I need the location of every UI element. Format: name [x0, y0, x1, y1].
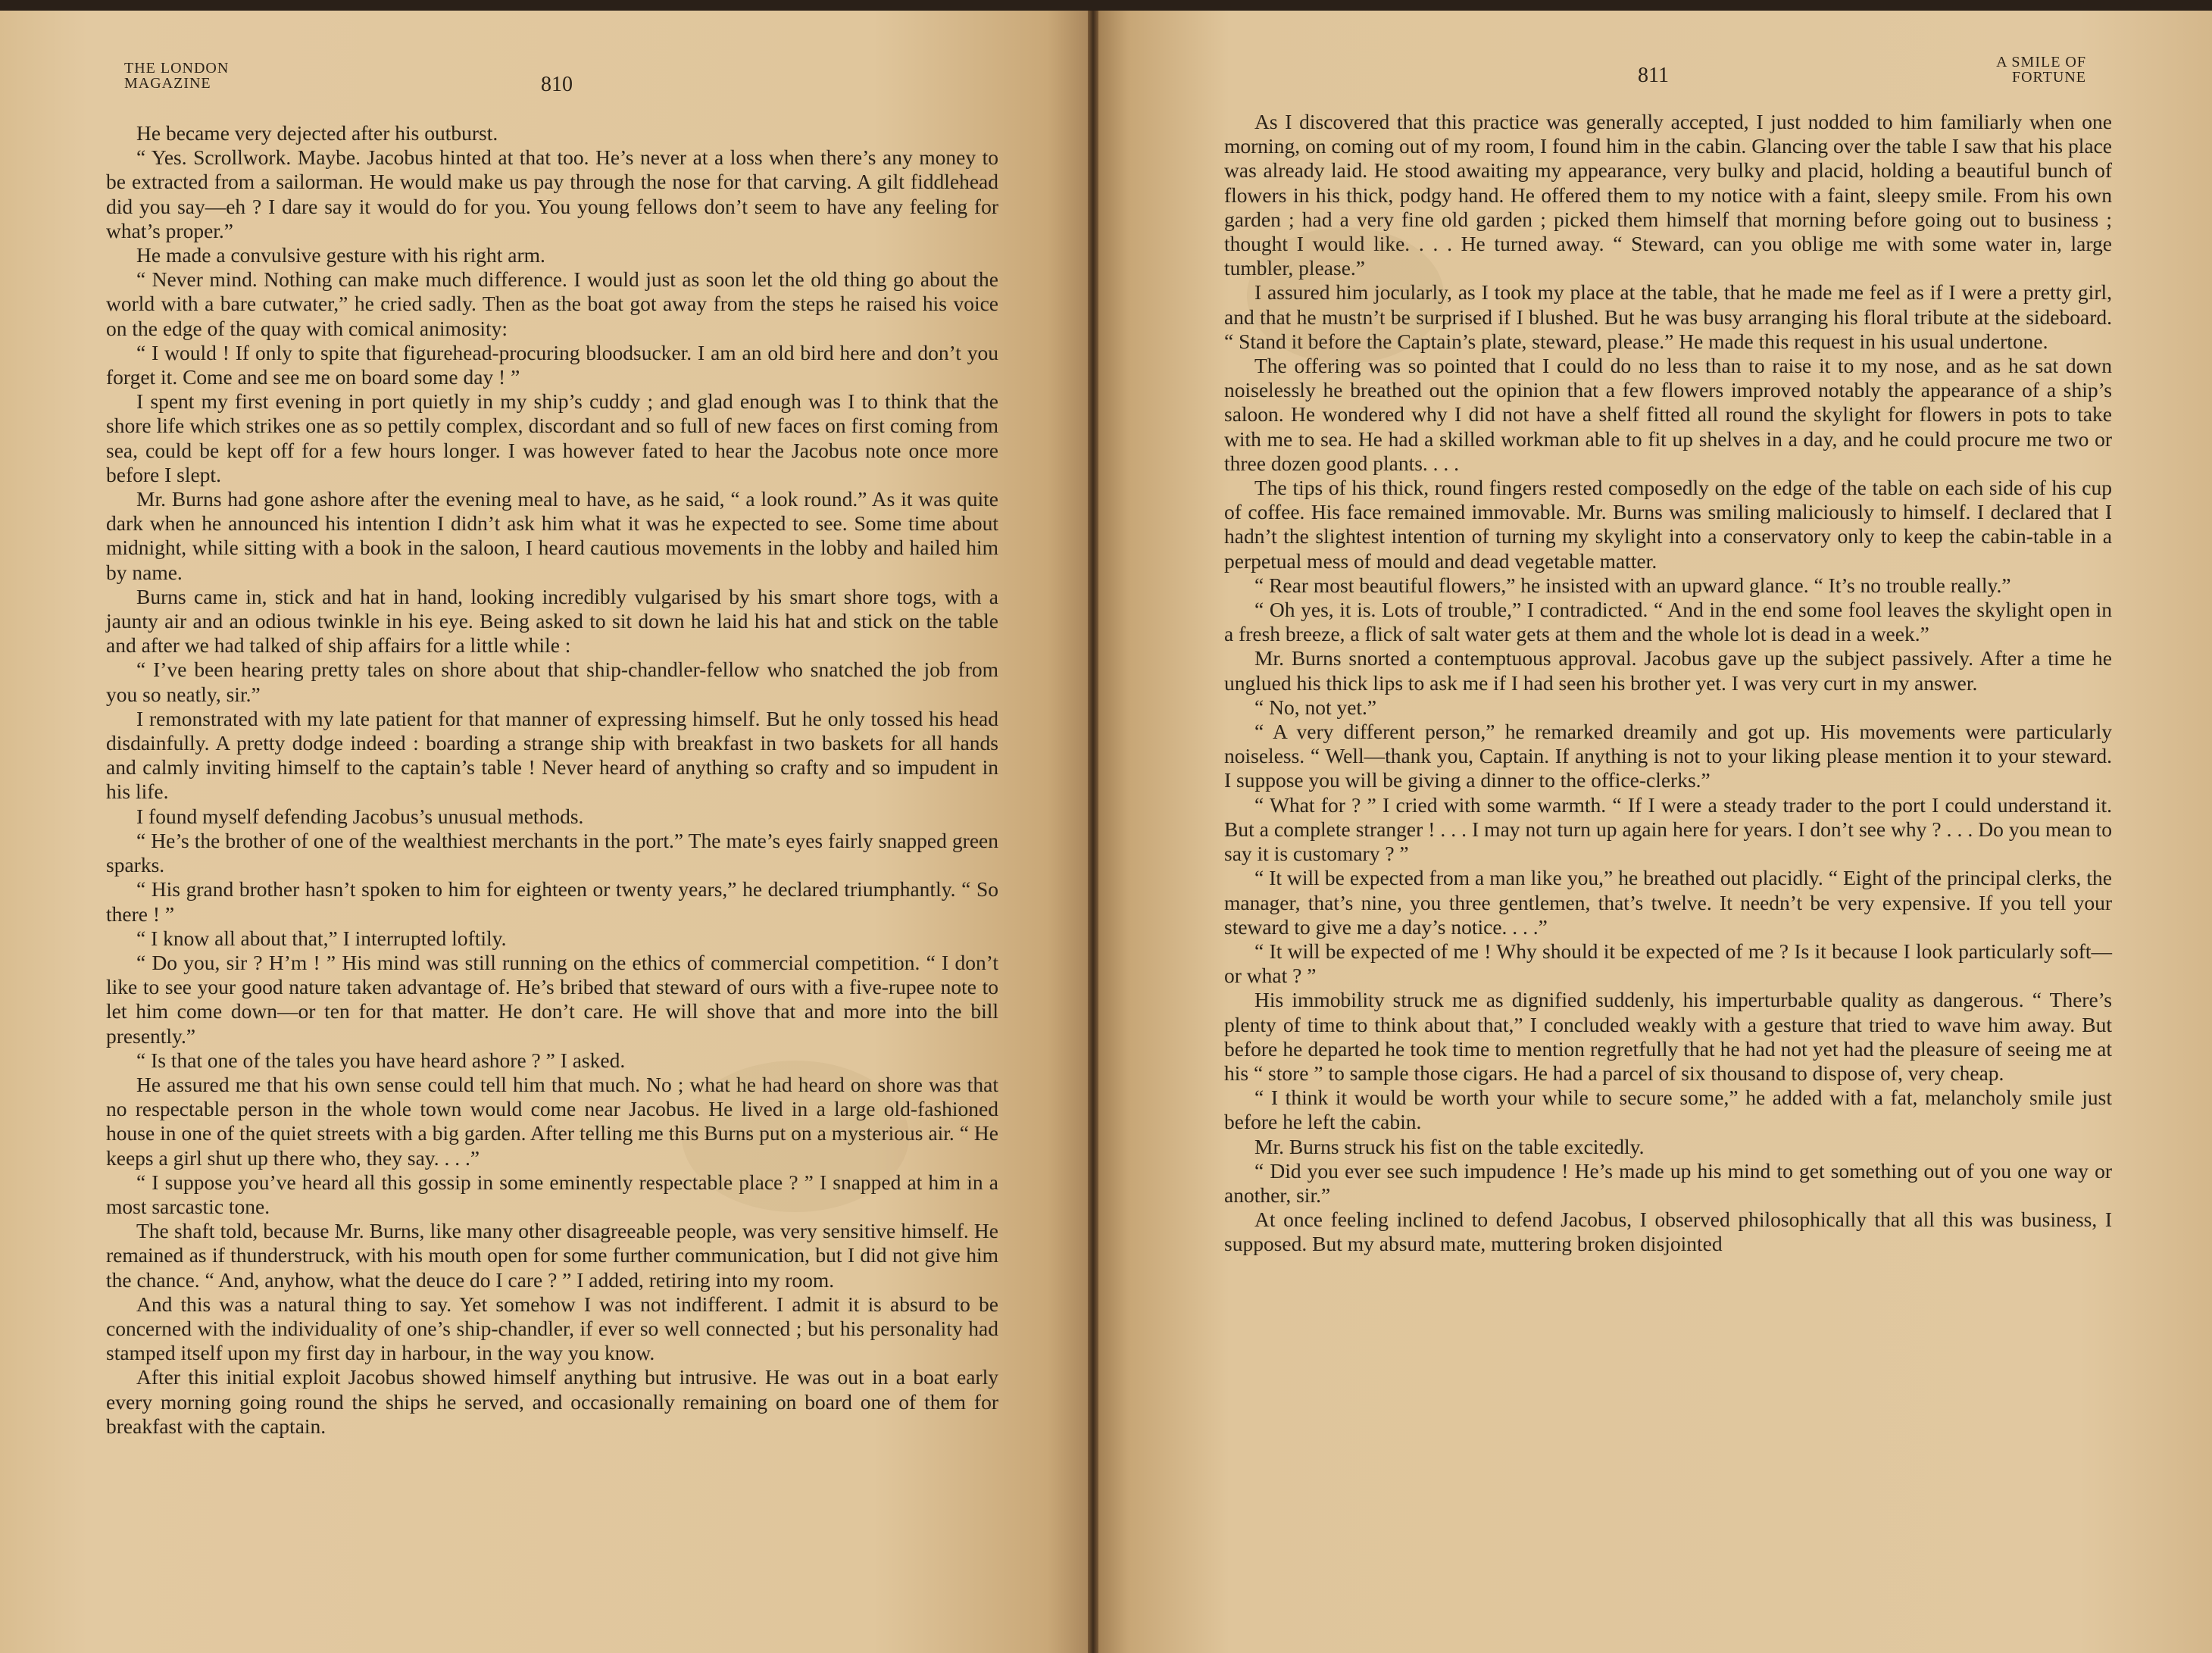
paragraph: “ Yes. Scrollwork. Maybe. Jacobus hinted at that too. He’s never at a loss when there’s any money to be extracted from a sailorman. He would make us pay through the nose for that carving. A gilt fiddlehead did you say—eh ? I dare say it would do for you. You young fellows don’t seem to have any feeling for what’s proper.”	[106, 145, 998, 242]
paragraph: He made a convulsive gesture with his right arm.	[136, 243, 545, 267]
text-column-left	[106, 121, 998, 1439]
paragraph: I found myself defending Jacobus’s unusual methods.	[136, 804, 584, 828]
paragraph: “ He’s the brother of one of the wealthiest merchants in the port.” The mate’s eyes fairly snapped green sparks.	[106, 828, 998, 877]
book-gutter	[1088, 0, 1098, 1653]
paragraph: He became very dejected after his outburst.	[136, 121, 498, 145]
paragraph: He assured me that his own sense could tell him that much. No ; what he had heard on shore was that no respectable person in the whole town would come near Jacobus. He lived in a large old-fashioned house in one of the quiet streets with a big garden. After telling me this Burns put on a mysterious air. “ He keeps a girl shut up there who, they say. . . .”	[106, 1072, 998, 1170]
paragraph: “ It will be expected of me ! Why should it be expected of me ? Is it because I look particularly soft—or what ? ”	[1224, 939, 2112, 988]
running-head-right	[1995, 55, 2086, 85]
paragraph: Mr. Burns struck his fist on the table excitedly.	[1254, 1134, 1645, 1158]
page-number: 810	[541, 73, 573, 96]
paragraph: “ I’ve been hearing pretty tales on shore about that ship-chandler-fellow who snatched the job from you so neatly, sir.”	[106, 658, 998, 706]
paragraph: “ Do you, sir ? H’m ! ” His mind was still running on the ethics of commercial competition. “ I don’t like to see your good nature taken advantage of. He’s bribed that steward of ours with a five-rupee note to let him come down—or ten for that matter. He don’t care. He will shove that and more into the bill presently.”	[106, 950, 998, 1048]
running-head-line: A SMILE OF	[1996, 54, 2086, 70]
paragraph: “ A very different person,” he remarked dreamily and got up. His movements were particularly noiseless. “ Well—thank you, Captain. If anything is not to your liking please mention it to your steward. I suppose you will be giving a dinner to the office-clerks.”	[1224, 720, 2112, 792]
running-head-left	[124, 61, 229, 91]
running-head-line: MAGAZINE	[124, 75, 211, 92]
paragraph: “ I know all about that,” I interrupted loftily.	[136, 926, 507, 950]
paragraph: Mr. Burns had gone ashore after the evening meal to have, as he said, “ a look round.” As it was quite dark when he announced his intention I didn’t ask him what it was he expected to see. Some time about midnight, while sitting with a book in the saloon, I heard cautious movements in the lobby and hailed him by name.	[106, 487, 998, 584]
paragraph: “ Oh yes, it is. Lots of trouble,” I contradicted. “ And in the end some fool leaves the skylight open in a fresh breeze, a flick of salt water gets at them and the whole lot is dead in a week.”	[1224, 598, 2112, 646]
left-page	[0, 0, 1091, 1653]
paragraph: “ His grand brother hasn’t spoken to him for eighteen or twenty years,” he declared triumphantly. “ So there ! ”	[106, 877, 998, 926]
page-number: 811	[1638, 64, 1669, 87]
paper-stain	[1247, 227, 1444, 364]
paragraph: As I discovered that this practice was generally accepted, I just nodded to him familiarly when one morning, on coming out of my room, I found him in the cabin. Glancing over the table I saw that his place was already laid. He stood awaiting my appearance, very bulky and placid, holding a beautiful bunch of flowers in his thick, podgy hand. He offered them to my notice with a faint, sleepy smile. From his own garden ; had a very fine old garden ; picked them himself that morning before going out to business ; thought I would like. . . . He turned away. “ Steward, can you oblige me with some water in, large tumbler, please.”	[1224, 110, 2112, 280]
running-head-line: THE LONDON	[124, 60, 230, 77]
paragraph: “ Never mind. Nothing can make much difference. I would just as soon let the old thing go about the world with a bare cutwater,” he cried sadly. Then as the boat got away from the steps he raised his voice on the edge of the quay with comical animosity:	[106, 267, 998, 340]
paragraph: “ Is that one of the tales you have heard ashore ? ” I asked.	[136, 1048, 626, 1072]
paragraph: “ What for ? ” I cried with some warmth. “ If I were a steady trader to the port I could understand it. But a complete stranger ! . . . I may not turn up again here for years. I don’t see why ? . . . Do you mean to say it is customary ? ”	[1224, 792, 2112, 866]
paragraph: I assured him jocularly, as I took my place at the table, that he made me feel as if I were a pretty girl, and that he mustn’t be surprised if I blushed. But he was busy arranging his floral tribute at the sideboard. “ Stand it before the Captain’s plate, steward, please.” He made this request in his usual undertone.	[1224, 280, 2112, 353]
paragraph: “ No, not yet.”	[1254, 695, 1377, 719]
paragraph: “ I would ! If only to spite that figurehead-procuring bloodsucker. I am an old bird here and don’t you forget it. Come and see me on board some day ! ”	[106, 340, 998, 389]
right-page	[1095, 0, 2212, 1653]
paragraph: I spent my first evening in port quietly in my ship’s cuddy ; and glad enough was I to think that the shore life which strikes one as so pettily complex, discordant and so full of new faces on first coming from sea, could be kept off for a few hours longer. I was however fated to hear the Jacobus note once more before I slept.	[106, 389, 998, 486]
paragraph: At once feeling inclined to defend Jacobus, I observed philosophically that all this was business, I supposed. But my absurd mate, muttering broken disjointed	[1224, 1208, 2112, 1256]
paragraph: “ I suppose you’ve heard all this gossip in some eminently respectable place ? ” I snapped at him in a most sarcastic tone.	[106, 1170, 998, 1218]
paragraph: I remonstrated with my late patient for that manner of expressing himself. But he only tossed his head disdainfully. A pretty dodge indeed : boarding a strange ship with breakfast in two baskets for all hands and calmly inviting himself to the captain’s table ! Never heard of anything so crafty and so impudent in his life.	[106, 706, 998, 804]
paragraph: Mr. Burns snorted a contemptuous approval. Jacobus gave up the subject passively. After a time he unglued his thick lips to ask me if I had seen his brother yet. I was very curt in my answer.	[1224, 646, 2112, 695]
paper-stain	[682, 1061, 909, 1212]
paragraph: The offering was so pointed that I could do no less than to raise it to my nose, and as he sat down noiselessly he breathed out the opinion that a few flowers improved notably the appearance of a ship’s saloon. He wondered why I did not have a shelf fitted all round the skylight for flowers in pots to take with me to sea. He had a skilled workman able to fit up shelves in a day, and he could procure me two or three dozen good plants. . . .	[1224, 354, 2112, 475]
paragraph: “ I think it would be worth your while to secure some,” he added with a fat, melancholy smile just before he left the cabin.	[1224, 1086, 2112, 1134]
paragraph: And this was a natural thing to say. Yet somehow I was not indifferent. I admit it is absurd to be concerned with the individuality of one’s ship-chandler, if ever so well connected ; but his personality had stamped itself upon my first day in harbour, in the way you know.	[106, 1292, 998, 1365]
running-head-line: FORTUNE	[2011, 69, 2086, 86]
paragraph: “ Did you ever see such impudence ! He’s made up his mind to get something out of you one way or another, sir.”	[1224, 1158, 2112, 1207]
paragraph: Burns came in, stick and hat in hand, looking incredibly vulgarised by his smart shore togs, with a jaunty air and an odious twinkle in his eye. Being asked to sit down he laid his hat and stick on the table and after we had talked of ship affairs for a little while :	[106, 584, 998, 658]
top-edge	[0, 0, 2212, 11]
paragraph: His immobility struck me as dignified suddenly, his imperturbable quality as dangerous. “ There’s plenty of time to think about that,” I concluded weakly with a gesture that tried to wave him away. But before he departed he took time to mention regretfully that he had not yet had the pleasure of seeing me at his “ store ” to sample those cigars. He had a parcel of six thousand to dispose of, very cheap.	[1224, 988, 2112, 1085]
paragraph: The shaft told, because Mr. Burns, like many other disagreeable people, was very sensitive himself. He remained as if thunderstruck, with his mouth open for some further communication, but I did not give him the chance. “ And, anyhow, what the deuce do I care ? ” I added, retiring into my room.	[106, 1219, 998, 1292]
paragraph: “ It will be expected from a man like you,” he breathed out placidly. “ Eight of the principal clerks, the manager, that’s nine, you three gentlemen, that’s twelve. It needn’t be very expensive. If you tell your steward to give me a day’s notice. . . .”	[1224, 866, 2112, 939]
paragraph: After this initial exploit Jacobus showed himself anything but intrusive. He was out in a boat early every morning going round the ships he served, and occasionally remaining on board one of them for breakfast with the captain.	[106, 1365, 998, 1438]
paragraph: “ Rear most beautiful flowers,” he insisted with an upward glance. “ It’s no trouble really.”	[1254, 573, 2011, 597]
paragraph: The tips of his thick, round fingers rested composedly on the edge of the table on each side of his cup of coffee. His face remained immovable. Mr. Burns was smiling maliciously to himself. I declared that I hadn’t the slightest intention of turning my skylight into a conservatory only to keep the cabin-table in a perpetual mess of mould and dead vegetable matter.	[1224, 476, 2112, 573]
